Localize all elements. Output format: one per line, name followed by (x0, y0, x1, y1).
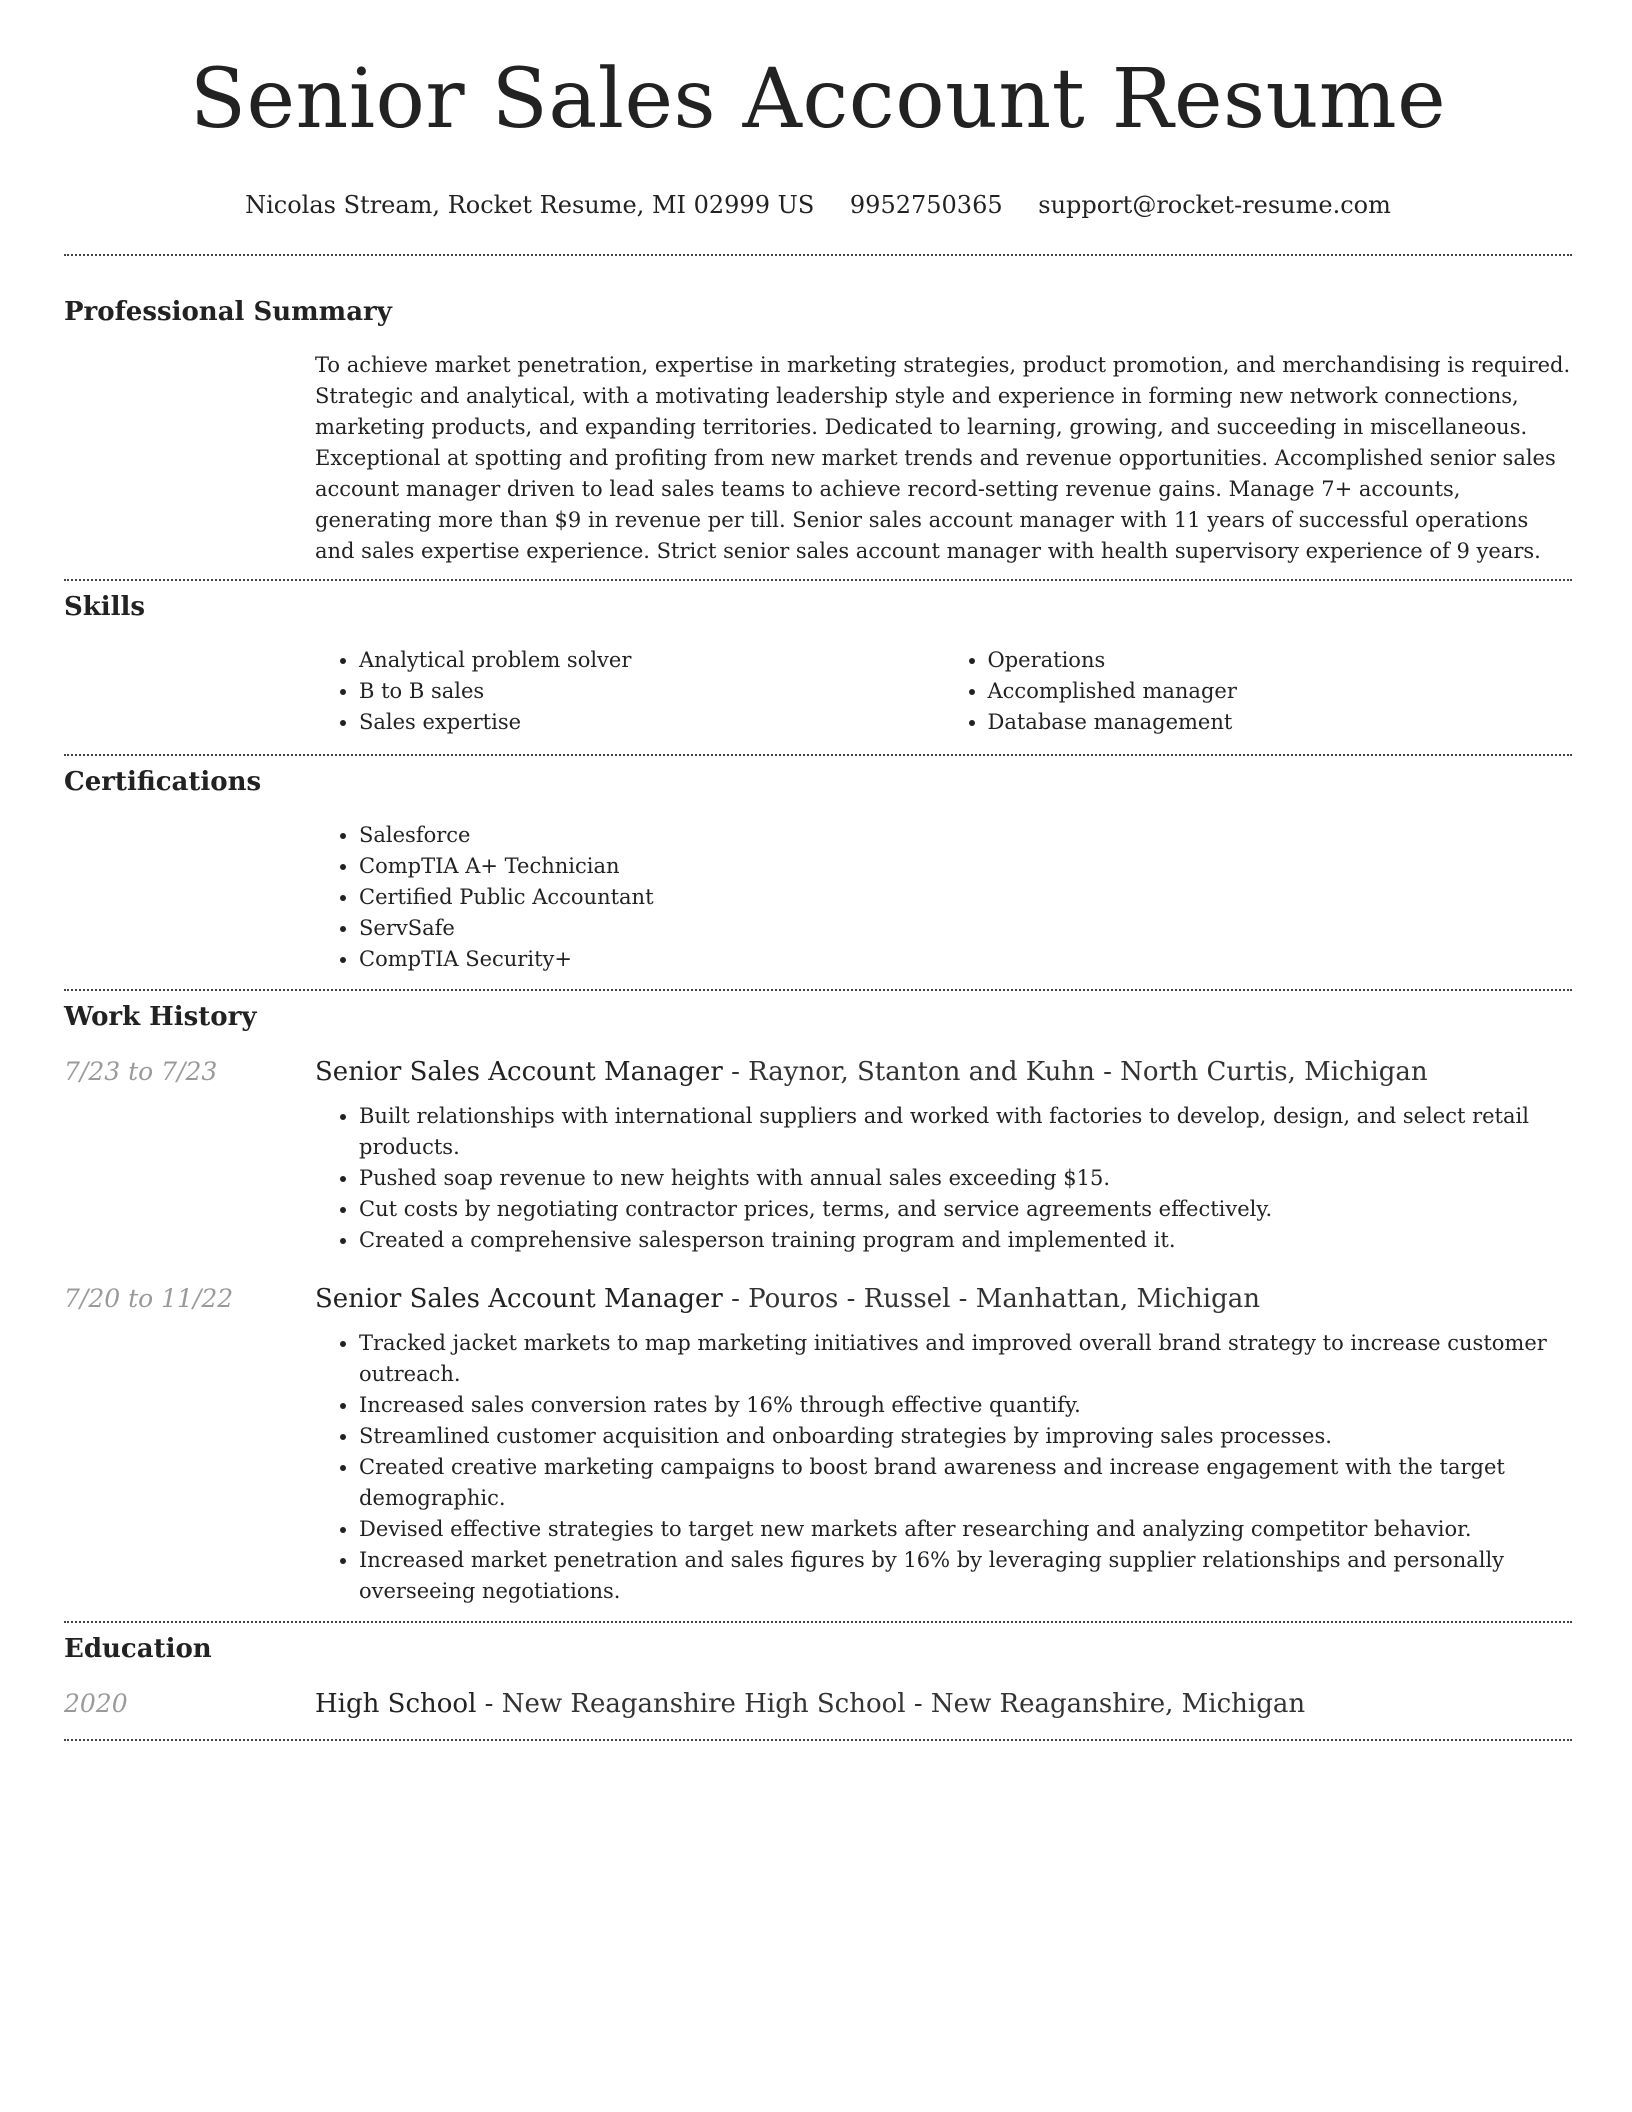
skills-grid (315, 645, 1572, 754)
skill-item: • Database management (988, 707, 1573, 738)
job-company: - Raynor, Stanton and Kuhn - North Curtis, Michigan (722, 1057, 1428, 1087)
certification-item: • Certified Public Accountant (359, 882, 1572, 913)
skill-item: • Analytical problem solver (359, 645, 944, 676)
skill-item: • B to B sales (359, 676, 944, 707)
summary-content (315, 350, 1572, 579)
job-bullet: • Created creative marketing campaigns to boost brand awareness and increase engagement with the target demographic. (359, 1452, 1572, 1514)
divider (64, 1739, 1572, 1741)
job-bullet: • Increased market penetration and sales figures by 16% by leveraging supplier relationships and personally overseeing negotiations. (359, 1545, 1572, 1607)
job-entry (64, 1055, 1572, 1256)
skills-list-left (315, 645, 944, 738)
section-heading-work: Work History (64, 1002, 257, 1032)
job-title: Senior Sales Account Manager (315, 1057, 723, 1087)
resume-title: Senior Sales Account Resume (189, 52, 1447, 147)
education-degree: High School (315, 1689, 477, 1719)
job-company: - Pouros - Russel - Manhattan, Michigan (722, 1284, 1260, 1314)
education-year: 2020 (64, 1689, 128, 1718)
section-heading-certifications: Certifications (64, 767, 262, 797)
section-education (64, 1623, 1572, 1739)
job-bullet: • Devised effective strategies to target new markets after researching and analyzing competitor behavior. (359, 1514, 1572, 1545)
job-bullets (315, 1101, 1572, 1256)
job-bullet-list (315, 1328, 1572, 1607)
contact-email: support@rocket-resume.com (1038, 191, 1391, 219)
contact-address: Nicolas Stream, Rocket Resume, MI 02999 US (245, 191, 815, 219)
job-bullet: • Tracked jacket markets to map marketing initiatives and improved overall brand strategy to increase customer outreach. (359, 1328, 1572, 1390)
job-title: Senior Sales Account Manager (315, 1284, 723, 1314)
education-heading (315, 1687, 1572, 1721)
section-heading-education: Education (64, 1634, 212, 1664)
contact-line (64, 190, 1572, 220)
section-work-history (64, 991, 1572, 1621)
certification-item: • ServSafe (359, 913, 1572, 944)
job-dates: 7/23 to 7/23 (64, 1057, 218, 1086)
section-skills (64, 581, 1572, 754)
job-bullet: • Streamlined customer acquisition and onboarding strategies by improving sales processes. (359, 1421, 1572, 1452)
education-school: - New Reaganshire High School - New Reaganshire, Michigan (476, 1689, 1306, 1719)
job-bullet: • Increased sales conversion rates by 16% through effective quantify. (359, 1390, 1572, 1421)
skills-list-right (944, 645, 1573, 738)
contact-phone: 9952750365 (849, 191, 1003, 219)
job-heading (315, 1282, 1572, 1316)
certification-item: • CompTIA Security+ (359, 944, 1572, 975)
certification-item: • Salesforce (359, 820, 1572, 851)
job-dates: 7/20 to 11/22 (64, 1284, 234, 1313)
summary-text: To achieve market penetration, expertise in marketing strategies, product promotion, and merchandising is required. Strategic and analytical, with a motivating leadership style and experience in forming new network connections, marketing products, and expanding territories. Dedicated to learning, growing, and succeeding in miscellaneous. Exceptional at spotting and profiting from new market trends and revenue opportunities. Accomplished senior sales account manager driven to lead sales teams to achieve record-setting revenue gains. Manage 7+ accounts, generating more than $9 in revenue per till. Senior sales account manager with 11 years of successful operations and sales expertise experience. Strict senior sales account manager with health supervisory experience of 9 years. (315, 353, 1571, 563)
education-entry (64, 1687, 1572, 1739)
job-bullet: • Created a comprehensive salesperson training program and implemented it. (359, 1225, 1572, 1256)
job-bullet-list (315, 1101, 1572, 1256)
job-entry (64, 1282, 1572, 1621)
section-summary (64, 256, 1572, 579)
job-heading (315, 1055, 1572, 1089)
certifications-content (315, 820, 1572, 989)
skill-item: • Sales expertise (359, 707, 944, 738)
job-bullets (315, 1328, 1572, 1621)
certifications-list (315, 820, 1572, 975)
skill-item: • Accomplished manager (988, 676, 1573, 707)
section-certifications (64, 756, 1572, 989)
section-heading-skills: Skills (64, 592, 146, 622)
job-bullet: • Built relationships with international suppliers and worked with factories to develop, design, and select retail products. (359, 1101, 1572, 1163)
section-heading-summary: Professional Summary (64, 297, 392, 327)
job-bullet: • Cut costs by negotiating contractor prices, terms, and service agreements effectively. (359, 1194, 1572, 1225)
job-bullet: • Pushed soap revenue to new heights with annual sales exceeding $15. (359, 1163, 1572, 1194)
skill-item: • Operations (988, 645, 1573, 676)
resume-page (64, 0, 1572, 1741)
certification-item: • CompTIA A+ Technician (359, 851, 1572, 882)
